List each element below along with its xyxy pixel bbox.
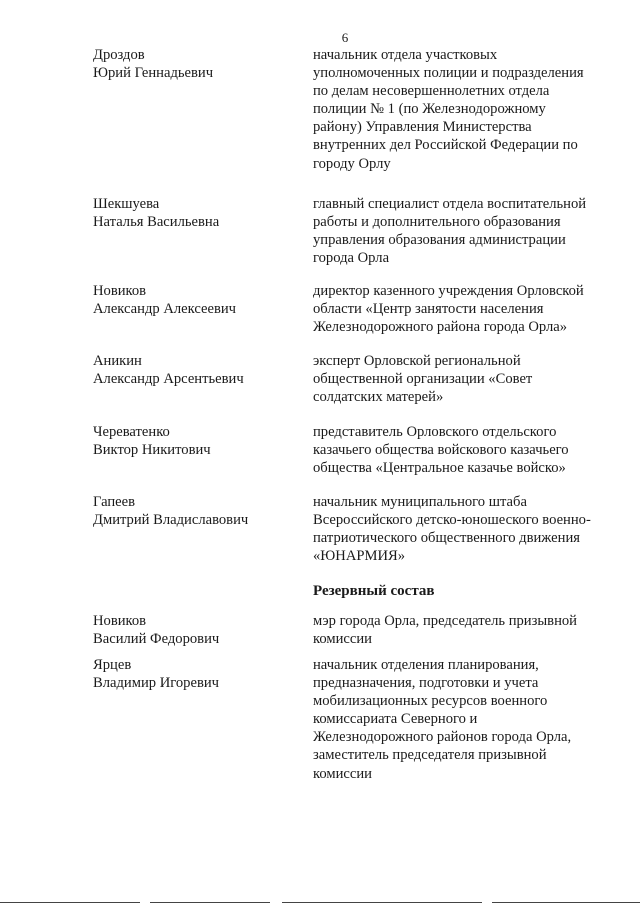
member-given-name: Василий Федорович <box>93 631 220 648</box>
member-name <box>93 423 293 459</box>
member-role <box>313 493 613 565</box>
role-line: по делам несовершеннолетних отдела <box>313 83 550 100</box>
member-surname: Аникин <box>93 353 142 369</box>
role-line: комиссии <box>313 631 372 648</box>
member-surname: Гапеев <box>93 494 136 510</box>
member-role <box>313 282 613 336</box>
member-role <box>313 656 613 783</box>
role-line: начальник отдела участковых <box>313 47 498 63</box>
member-given-name: Виктор Никитович <box>93 442 211 459</box>
member-surname: Новиков <box>93 613 147 629</box>
role-line: казачьего общества войскового казачьего <box>313 442 569 459</box>
role-line: Всероссийского детско-юношеского военно- <box>313 512 591 529</box>
role-line: представитель Орловского отдельского <box>313 424 557 440</box>
member-name <box>93 493 293 529</box>
member-name <box>93 46 293 82</box>
role-line: города Орла <box>313 250 390 267</box>
member-surname: Ярцев <box>93 657 132 673</box>
role-line: предназначения, подготовки и учета <box>313 675 539 692</box>
member-surname: Шекшуева <box>93 196 160 212</box>
role-line: общества «Центральное казачье войско» <box>313 460 566 477</box>
member-role <box>313 195 613 267</box>
role-line: работы и дополнительного образования <box>313 214 561 231</box>
role-line: мобилизационных ресурсов военного <box>313 693 548 710</box>
role-line: внутренних дел Российской Федерации по <box>313 137 578 154</box>
member-given-name: Александр Арсентьевич <box>93 371 244 388</box>
member-given-name: Дмитрий Владиславович <box>93 512 249 529</box>
role-line: главный специалист отдела воспитательной <box>313 196 587 212</box>
member-given-name: Владимир Игоревич <box>93 675 219 692</box>
role-line: Железнодорожного района города Орла» <box>313 319 568 336</box>
role-line: начальник муниципального штаба <box>313 494 527 510</box>
role-line: городу Орлу <box>313 155 391 172</box>
page-number: 6 <box>341 30 349 45</box>
role-line: директор казенного учреждения Орловской <box>313 283 584 299</box>
role-line: эксперт Орловской региональной <box>313 353 521 369</box>
member-role <box>313 423 613 477</box>
role-line: полиции № 1 (по Железнодорожному <box>313 101 546 118</box>
member-surname: Новиков <box>93 283 147 299</box>
member-surname: Дроздов <box>93 47 145 63</box>
role-line: комиссариата Северного и <box>313 711 478 728</box>
role-line: мэр города Орла, председатель призывной <box>313 613 577 629</box>
role-line: «ЮНАРМИЯ» <box>313 548 406 565</box>
member-name <box>93 195 293 231</box>
role-line: уполномоченных полиции и подразделения <box>313 65 584 82</box>
member-surname: Череватенко <box>93 424 170 440</box>
reserve-heading: Резервный состав <box>313 583 435 599</box>
member-name <box>93 352 293 388</box>
member-role <box>313 352 613 406</box>
role-line: управления образования администрации <box>313 232 566 249</box>
scan-edge-line <box>0 901 640 905</box>
member-name <box>93 656 293 692</box>
member-given-name: Юрий Геннадьевич <box>93 65 214 82</box>
member-name <box>93 282 293 318</box>
role-line: району) Управления Министерства <box>313 119 532 136</box>
member-name <box>93 612 293 648</box>
member-role <box>313 46 613 173</box>
role-line: патриотического общественного движения <box>313 530 580 547</box>
role-line: комиссии <box>313 765 372 782</box>
member-role <box>313 612 613 648</box>
role-line: Железнодорожного районов города Орла, <box>313 729 572 746</box>
role-line: солдатских матерей» <box>313 389 444 406</box>
role-line: заместитель председателя призывной <box>313 747 547 764</box>
role-line: области «Центр занятости населения <box>313 301 544 318</box>
member-given-name: Наталья Васильевна <box>93 214 220 231</box>
role-line: начальник отделения планирования, <box>313 657 539 673</box>
member-given-name: Александр Алексеевич <box>93 301 237 318</box>
role-line: общественной организации «Совет <box>313 371 533 388</box>
